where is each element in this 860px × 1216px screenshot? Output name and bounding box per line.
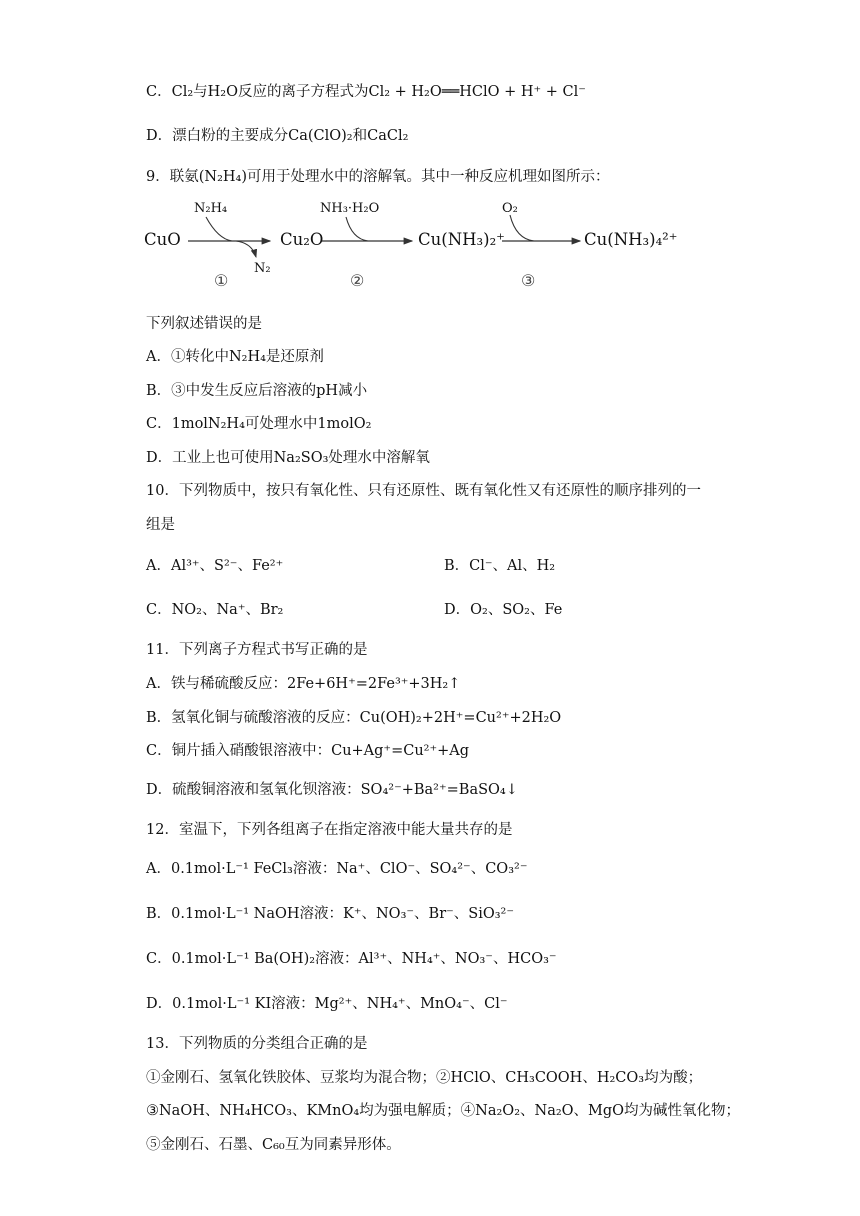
step-1-label: ① — [214, 271, 229, 290]
q11-option-c: C．铜片插入硝酸银溶液中：Cu+Ag⁺=Cu²⁺+Ag — [146, 743, 470, 759]
q12-stem: 12．室温下，下列各组离子在指定溶液中能大量共存的是 — [146, 822, 513, 838]
reactant-n2h4: N₂H₄ — [194, 201, 228, 216]
q9-option-d: D．工业上也可使用Na₂SO₃处理水中溶解氧 — [146, 450, 430, 466]
q11-option-a: A．铁与稀硫酸反应：2Fe+6H⁺=2Fe³⁺+3H₂↑ — [146, 676, 461, 692]
q9-stem: 9．联氨(N₂H₄)可用于处理水中的溶解氧。其中一种反应机理如图所示： — [146, 169, 610, 185]
step-2-label: ② — [350, 271, 365, 290]
q10-stem-line1: 10．下列物质中，按只有氧化性、只有还原性、既有氧化性又有还原性的顺序排列的一 — [146, 483, 701, 499]
q9-option-b: B．③中发生反应后溶液的pH减小 — [146, 383, 368, 399]
species-cu-nh3-4: Cu(NH₃)₄²⁺ — [584, 230, 678, 249]
q9-question: 下列叙述错误的是 — [146, 316, 262, 332]
q10-option-d: D．O₂、SO₂、Fe — [444, 602, 563, 618]
arrow-1-reactant-curve — [206, 217, 232, 241]
species-cu2o: Cu₂O — [280, 230, 324, 249]
reaction-mechanism-diagram — [140, 195, 700, 295]
product-n2: N₂ — [254, 261, 271, 276]
q11-option-d: D．硫酸铜溶液和氢氧化钡溶液：SO₄²⁻+Ba²⁺=BaSO₄↓ — [146, 782, 518, 798]
reactant-nh3-h2o: NH₃·H₂O — [320, 201, 380, 216]
q8-option-c: C．Cl₂与H₂O反应的离子方程式为Cl₂ + H₂O══HClO + H⁺ + Cl⁻ — [146, 84, 586, 100]
arrow-2-reactant-curve — [346, 217, 368, 241]
q13-stem: 13．下列物质的分类组合正确的是 — [146, 1036, 368, 1052]
q8-option-d: D．漂白粉的主要成分Ca(ClO)₂和CaCl₂ — [146, 128, 409, 144]
species-cu-nh3-2: Cu(NH₃)₂⁺ — [418, 230, 505, 249]
q9-option-a: A．①转化中N₂H₄是还原剂 — [146, 349, 324, 365]
q13-statement-line1: ①金刚石、氢氧化铁胶体、豆浆均为混合物；②HClO、CH₃COOH、H₂CO₃均为酸； — [146, 1070, 703, 1086]
q13-statement-line3: ⑤金刚石、石墨、C₆₀互为同素异形体。 — [146, 1137, 401, 1153]
species-cuo: CuO — [144, 230, 181, 249]
arrow-1-product-curve — [236, 241, 256, 257]
q11-option-b: B．氢氧化铜与硫酸溶液的反应：Cu(OH)₂+2H⁺=Cu²⁺+2H₂O — [146, 710, 562, 726]
q12-option-a: A．0.1mol·L⁻¹ FeCl₃溶液：Na⁺、ClO⁻、SO₄²⁻、CO₃²⁻ — [146, 861, 528, 877]
q10-option-c: C．NO₂、Na⁺、Br₂ — [146, 602, 284, 618]
q11-stem: 11．下列离子方程式书写正确的是 — [146, 642, 368, 658]
arrow-3-reactant-curve — [510, 215, 534, 241]
q10-stem-line2: 组是 — [146, 517, 175, 533]
q10-option-a: A．Al³⁺、S²⁻、Fe²⁺ — [146, 558, 284, 574]
q12-option-d: D．0.1mol·L⁻¹ KI溶液：Mg²⁺、NH₄⁺、MnO₄⁻、Cl⁻ — [146, 996, 508, 1012]
q12-option-b: B．0.1mol·L⁻¹ NaOH溶液：K⁺、NO₃⁻、Br⁻、SiO₃²⁻ — [146, 906, 515, 922]
reactant-o2: O₂ — [502, 201, 518, 216]
q13-statement-line2: ③NaOH、NH₄HCO₃、KMnO₄均为强电解质；④Na₂O₂、Na₂O、MgO均为碱性氧化物； — [146, 1103, 741, 1119]
q12-option-c: C．0.1mol·L⁻¹ Ba(OH)₂溶液：Al³⁺、NH₄⁺、NO₃⁻、HCO₃⁻ — [146, 951, 557, 967]
q9-option-c: C．1molN₂H₄可处理水中1molO₂ — [146, 416, 372, 432]
q10-option-b: B．Cl⁻、Al、H₂ — [444, 558, 556, 574]
step-3-label: ③ — [521, 271, 536, 290]
